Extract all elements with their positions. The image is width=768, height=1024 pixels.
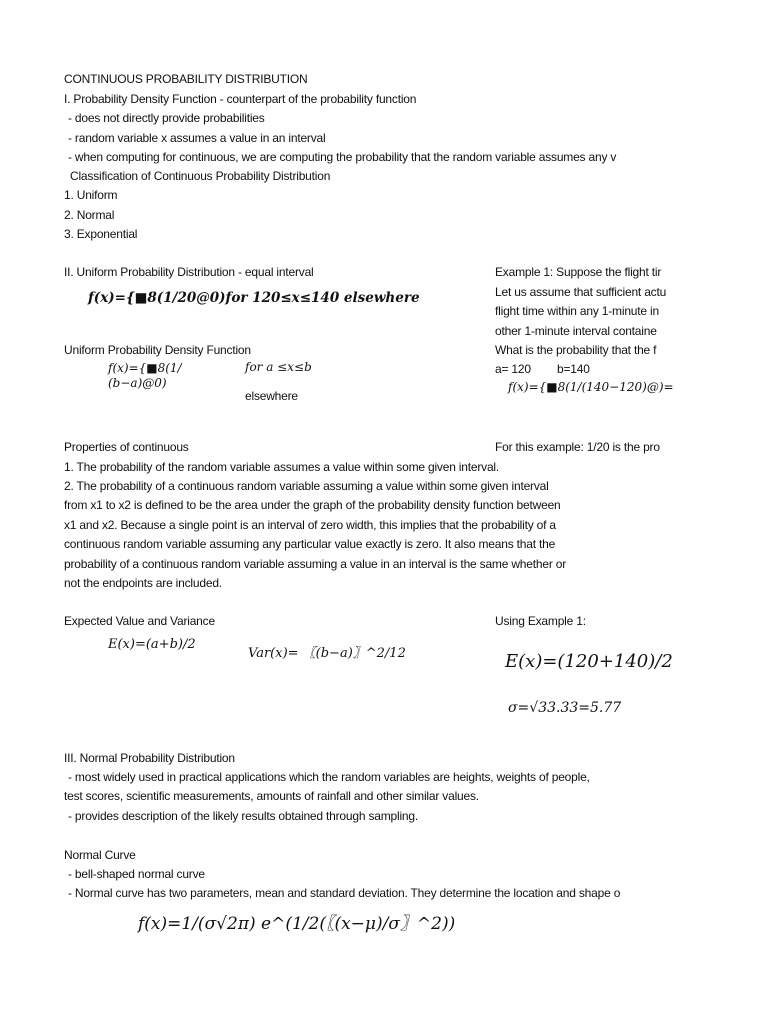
properties-line: 1. The probability of the random variable assumes a value within some given interval. (64, 460, 500, 474)
uniform-formula: f(x)={■8(1/20@0)for 120≤x≤140 elsewhere (88, 290, 420, 306)
using-expected-formula: E(x)=(120+140)/2 (505, 651, 673, 672)
properties-line: probability of a continuous random variable assuming a value in an interval is the same whether or (64, 557, 567, 571)
pdf-condition: for a ≤x≤b (245, 360, 312, 374)
expected-value-formula: E(x)=(a+b)/2 (108, 637, 196, 652)
properties-line: from x1 to x2 is defined to be the area under the graph of the probability density function between (64, 498, 561, 512)
properties-line: continuous random variable assuming any particular value exactly is zero. It also means that the (64, 537, 556, 551)
example1-b: b=140 (557, 362, 590, 376)
pdf-formula-line2: (b−a)@0) (108, 376, 167, 390)
sigma-formula: σ=√33.33=5.77 (508, 700, 622, 716)
example1-line: What is the probability that the f (495, 343, 657, 357)
example1-line: Example 1: Suppose the flight tir (495, 265, 662, 279)
example1-line: other 1-minute interval containe (495, 324, 657, 338)
normal-pdf-formula: f(x)=1/(σ√2π) e^(1/2(〖(x−μ)/σ〗^2)) (138, 914, 456, 934)
classification-item: 3. Exponential (64, 227, 138, 241)
pdf-heading: Uniform Probability Density Function (64, 343, 251, 357)
section3-line: test scores, scientific measurements, amounts of rainfall and other similar values. (64, 789, 479, 803)
using-example-heading: Using Example 1: (495, 614, 586, 628)
example1-formula: f(x)={■8(1/(140−120)@)= (508, 380, 674, 394)
classification-heading: Classification of Continuous Probability Distribution (70, 169, 331, 183)
variance-formula: Var(x)= 〖(b−a)〗^2/12 (248, 646, 406, 661)
section1-bullet: - when computing for continuous, we are computing the probability that the random variable assumes any v (68, 150, 617, 164)
document-title: CONTINUOUS PROBABILITY DISTRIBUTION (64, 72, 308, 86)
classification-item: 2. Normal (64, 208, 115, 222)
example1-note: For this example: 1/20 is the pro (495, 440, 660, 454)
properties-heading: Properties of continuous (64, 440, 189, 454)
section1-bullet: - does not directly provide probabilities (68, 111, 265, 125)
properties-line: x1 and x2. Because a single point is an interval of zero width, this implies that the probability of a (64, 518, 556, 532)
example1-a: a= 120 (495, 362, 531, 376)
normal-curve-heading: Normal Curve (64, 848, 136, 862)
properties-line: not the endpoints are included. (64, 576, 222, 590)
section3-line: - provides description of the likely results obtained through sampling. (68, 809, 418, 823)
section2-heading: II. Uniform Probability Distribution - equal interval (64, 265, 314, 279)
example1-line: flight time within any 1-minute in (495, 304, 659, 318)
pdf-elsewhere: elsewhere (245, 389, 298, 403)
normal-curve-line: - Normal curve has two parameters, mean and standard deviation. They determine the location and shape o (68, 886, 621, 900)
section3-heading: III. Normal Probability Distribution (64, 751, 235, 765)
expected-heading: Expected Value and Variance (64, 614, 215, 628)
pdf-formula-line1: f(x)={■8(1/ (108, 361, 182, 375)
properties-line: 2. The probability of a continuous random variable assuming a value within some given interval (64, 479, 549, 493)
classification-item: 1. Uniform (64, 188, 118, 202)
section1-bullet: - random variable x assumes a value in an interval (68, 131, 326, 145)
section1-heading: I. Probability Density Function - counterpart of the probability function (64, 92, 417, 106)
section3-line: - most widely used in practical applications which the random variables are heights, weights of people, (68, 770, 590, 784)
example1-line: Let us assume that sufficient actu (495, 285, 667, 299)
normal-curve-line: - bell-shaped normal curve (68, 867, 205, 881)
